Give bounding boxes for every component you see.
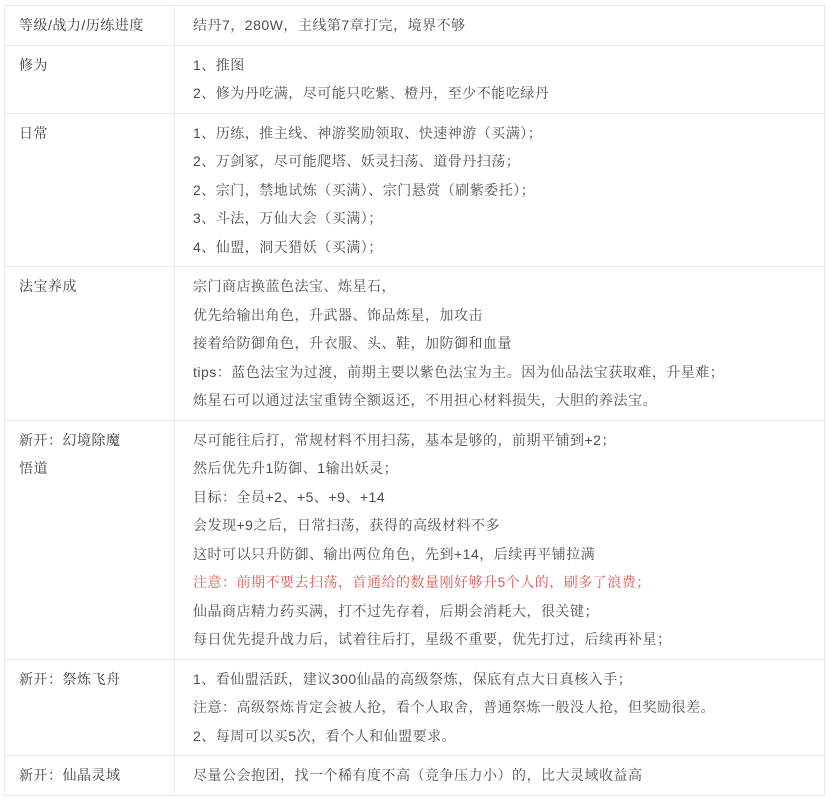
note-line: 仙晶商店精力药买满，打不过先存着，后期会消耗大，很关键； (193, 602, 599, 619)
row-content-cell (175, 421, 824, 659)
note-line: 4、仙盟，洞天猎妖（买满）； (193, 238, 383, 255)
row-label: 新开：祭炼飞舟 (19, 670, 121, 687)
row-label-cell (5, 6, 175, 45)
row-label: 新开：幻境除魔 (19, 431, 121, 448)
row-label-cell (5, 114, 175, 267)
note-line: 3、斗法，万仙大会（买满）； (193, 210, 383, 226)
table-row (5, 266, 824, 420)
row-label: 修为 (19, 56, 48, 73)
note-line: tips：蓝色法宝为过渡，前期主要以紫色法宝为主。因为仙品法宝获取难，升星难； (193, 363, 725, 380)
note-line: 尽可能往后打，常规材料不用扫荡，基本是够的，前期平铺到+2； (193, 431, 616, 448)
table-row (5, 6, 824, 45)
row-label: 等级/战力/历练进度 (19, 17, 144, 33)
row-label: 新开：仙晶灵域 (19, 767, 121, 783)
row-label: 法宝养成 (19, 278, 77, 294)
notes-table (4, 5, 825, 796)
note-line: 2、修为丹吃满，尽可能只吃紫、橙丹，至少不能吃绿丹 (193, 85, 550, 101)
table-row (5, 420, 824, 659)
note-line: 炼星石可以通过法宝重铸全额返还，不用担心材料损失，大胆的养法宝。 (193, 392, 657, 408)
table-row (5, 45, 824, 113)
note-line: 结丹7，280W，主线第7章打完，境界不够 (193, 17, 466, 33)
row-label-cell (5, 421, 175, 659)
note-line: 2、宗门，禁地试炼（买满）、宗门悬赏（刷紫委托）； (193, 181, 536, 198)
note-line: 目标：全员+2、+5、+9、+14 (193, 488, 386, 505)
note-line: 这时可以只升防御、输出两位角色，先到+14，后续再平铺拉满 (193, 545, 596, 562)
note-line: 尽量公会抱团，找一个稀有度不高（竞争压力小）的，比大灵域收益高 (193, 767, 643, 783)
note-line: 会发现+9之后，日常扫荡，获得的高级材料不多 (193, 517, 500, 533)
row-content-cell (175, 756, 824, 795)
note-line: 2、万剑冢，尽可能爬塔、妖灵扫荡、道骨丹扫荡； (193, 153, 521, 169)
table-row (5, 659, 824, 756)
note-line: 接着给防御角色，升衣服、头、鞋，加防御和血量 (193, 335, 512, 351)
note-line: 然后优先升1防御、1输出妖灵； (193, 460, 399, 476)
note-line: 优先给输出角色，升武器、饰品炼星，加攻击 (193, 306, 483, 323)
note-line: 1、历练，推主线、神游奖励领取、快速神游（买满）； (193, 124, 543, 141)
row-label: 悟道 (19, 460, 48, 476)
table-row (5, 755, 824, 795)
row-content-cell (175, 267, 824, 420)
row-content-cell (175, 660, 824, 756)
row-label-cell (5, 46, 175, 113)
note-line: 宗门商店换蓝色法宝、炼星石， (193, 278, 396, 294)
note-line: 1、看仙盟活跃，建议300仙晶的高级祭炼，保底有点大日真核入手； (193, 670, 633, 687)
row-label-cell (5, 756, 175, 795)
row-label-cell (5, 267, 175, 420)
warning-note-line: 注意：前期不要去扫荡，首通给的数量刚好够升5个人的，刷多了浪费； (193, 574, 651, 590)
row-content-cell (175, 46, 824, 113)
table-row (5, 113, 824, 267)
note-line: 2、每周可以买5次，看个人和仙盟要求。 (193, 727, 457, 744)
row-content-cell (175, 114, 824, 267)
note-line: 1、推图 (193, 56, 245, 73)
note-line: 注意：高级祭炼肯定会被人抢，看个人取舍，普通祭炼一般没人抢，但奖励很差。 (193, 699, 715, 715)
row-label-cell (5, 660, 175, 756)
row-label: 日常 (19, 124, 48, 141)
note-line: 每日优先提升战力后，试着往后打，星级不重要，优先打过，后续再补星； (193, 631, 672, 647)
row-content-cell (175, 6, 824, 45)
